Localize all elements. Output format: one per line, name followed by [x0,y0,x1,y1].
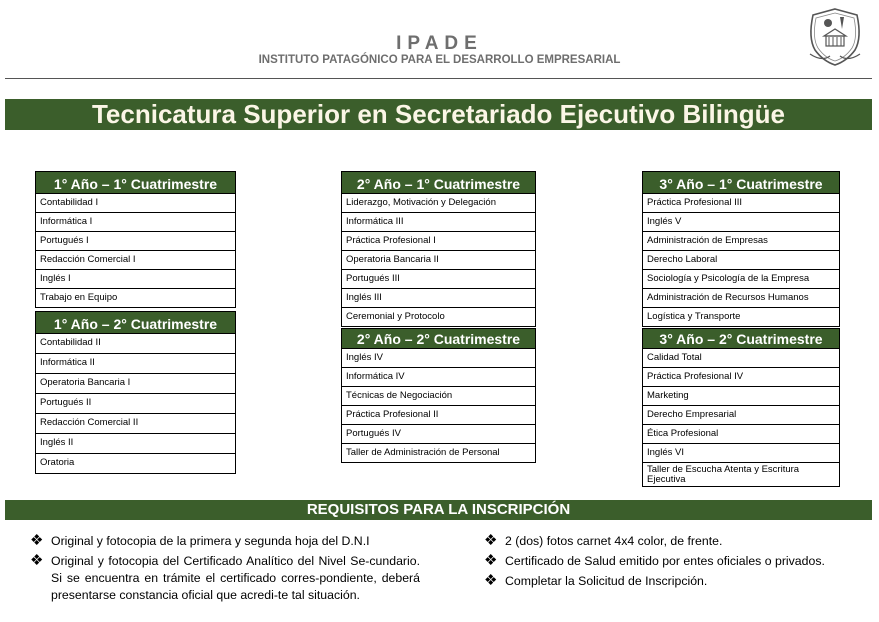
subject-row: Informática I [35,213,236,232]
institute-name: INSTITUTO PATAGÓNICO PARA EL DESARROLLO EMPRESARIAL [258,54,621,66]
subject-row: Ceremonial y Protocolo [341,308,536,327]
block-year2-term2 [341,328,536,463]
block-title: 3° Año – 2° Cuatrimestre [642,328,840,349]
subject-row: Administración de Empresas [642,232,840,251]
requirement-text: 2 (dos) fotos carnet 4x4 color, de frente. [505,534,723,548]
subject-row: Marketing [642,387,840,406]
subject-row: Informática IV [341,368,536,387]
header-divider [5,78,872,79]
requirement-item [484,553,874,570]
requirement-text: Original y fotocopia de la primera y segunda hoja del D.N.I [51,534,370,548]
requirement-item [484,573,874,590]
subject-row: Práctica Profesional II [341,406,536,425]
subject-row: Inglés II [35,434,236,454]
subject-row: Administración de Recursos Humanos [642,289,840,308]
subject-row: Inglés I [35,270,236,289]
requirement-item [30,533,420,550]
four-diamond-bullet-icon: ❖ [30,532,44,549]
requirements-left-list [30,533,420,604]
requirement-text: Completar la Solicitud de Inscripción. [505,574,708,588]
subject-row: Portugués I [35,232,236,251]
subject-row: Inglés VI [642,444,840,463]
subject-row: Taller de Administración de Personal [341,444,536,463]
subject-row: Inglés III [341,289,536,308]
subject-row: Trabajo en Equipo [35,289,236,308]
block-title: 3° Año – 1° Cuatrimestre [642,171,840,194]
subject-row: Sociología y Psicología de la Empresa [642,270,840,289]
subject-row: Inglés IV [341,349,536,368]
subject-row: Práctica Profesional IV [642,368,840,387]
subject-row: Contabilidad II [35,334,236,354]
subject-row: Informática II [35,354,236,374]
block-title: 2° Año – 1° Cuatrimestre [341,171,536,194]
block-year1-term2 [35,311,236,474]
subject-row: Taller de Escucha Atenta y Escritura Ejecutiva [642,463,840,487]
block-year1-term1 [35,171,236,308]
requirement-item [484,533,874,550]
block-title: 1° Año – 1° Cuatrimestre [35,171,236,194]
requirements-title-banner: REQUISITOS PARA LA INSCRIPCIÓN [5,500,872,520]
requirements-right-list [484,533,874,590]
ipade-crest-logo-icon [804,6,866,68]
subject-row: Operatoria Bancaria I [35,374,236,394]
requirement-text: Original y fotocopia del Certificado Analítico del Nivel Se-cundario. Si se encuentra en trámite el certificado corres-pondiente, deberá presentarse constancia oficial que acredi-te tal situación. [51,554,420,602]
institute-acronym: IPADE [396,33,483,54]
subject-row: Redacción Comercial II [35,414,236,434]
program-title-banner: Tecnicatura Superior en Secretariado Ejecutivo Bilingüe [5,99,872,130]
subject-row: Práctica Profesional I [341,232,536,251]
subject-row: Informática III [341,213,536,232]
subject-row: Derecho Empresarial [642,406,840,425]
subject-row: Operatoria Bancaria II [341,251,536,270]
subject-row: Portugués IV [341,425,536,444]
block-year3-term1 [642,171,840,327]
subject-row: Liderazgo, Motivación y Delegación [341,194,536,213]
block-title: 2° Año – 2° Cuatrimestre [341,328,536,349]
subject-row: Contabilidad I [35,194,236,213]
subject-row: Técnicas de Negociación [341,387,536,406]
block-title: 1° Año – 2° Cuatrimestre [35,311,236,334]
four-diamond-bullet-icon: ❖ [484,532,498,549]
four-diamond-bullet-icon: ❖ [30,552,44,569]
subject-row: Portugués II [35,394,236,414]
subject-row: Redacción Comercial I [35,251,236,270]
subject-row: Logística y Transporte [642,308,840,327]
subject-row: Portugués III [341,270,536,289]
four-diamond-bullet-icon: ❖ [484,552,498,569]
subject-row: Ética Profesional [642,425,840,444]
subject-row: Oratoria [35,454,236,474]
requirement-text: Certificado de Salud emitido por entes oficiales o privados. [505,554,825,568]
subject-row: Derecho Laboral [642,251,840,270]
block-year3-term2 [642,328,840,487]
subject-row: Calidad Total [642,349,840,368]
subject-row: Inglés V [642,213,840,232]
subject-row: Práctica Profesional III [642,194,840,213]
four-diamond-bullet-icon: ❖ [484,572,498,589]
requirement-item [30,553,420,604]
block-year2-term1 [341,171,536,327]
